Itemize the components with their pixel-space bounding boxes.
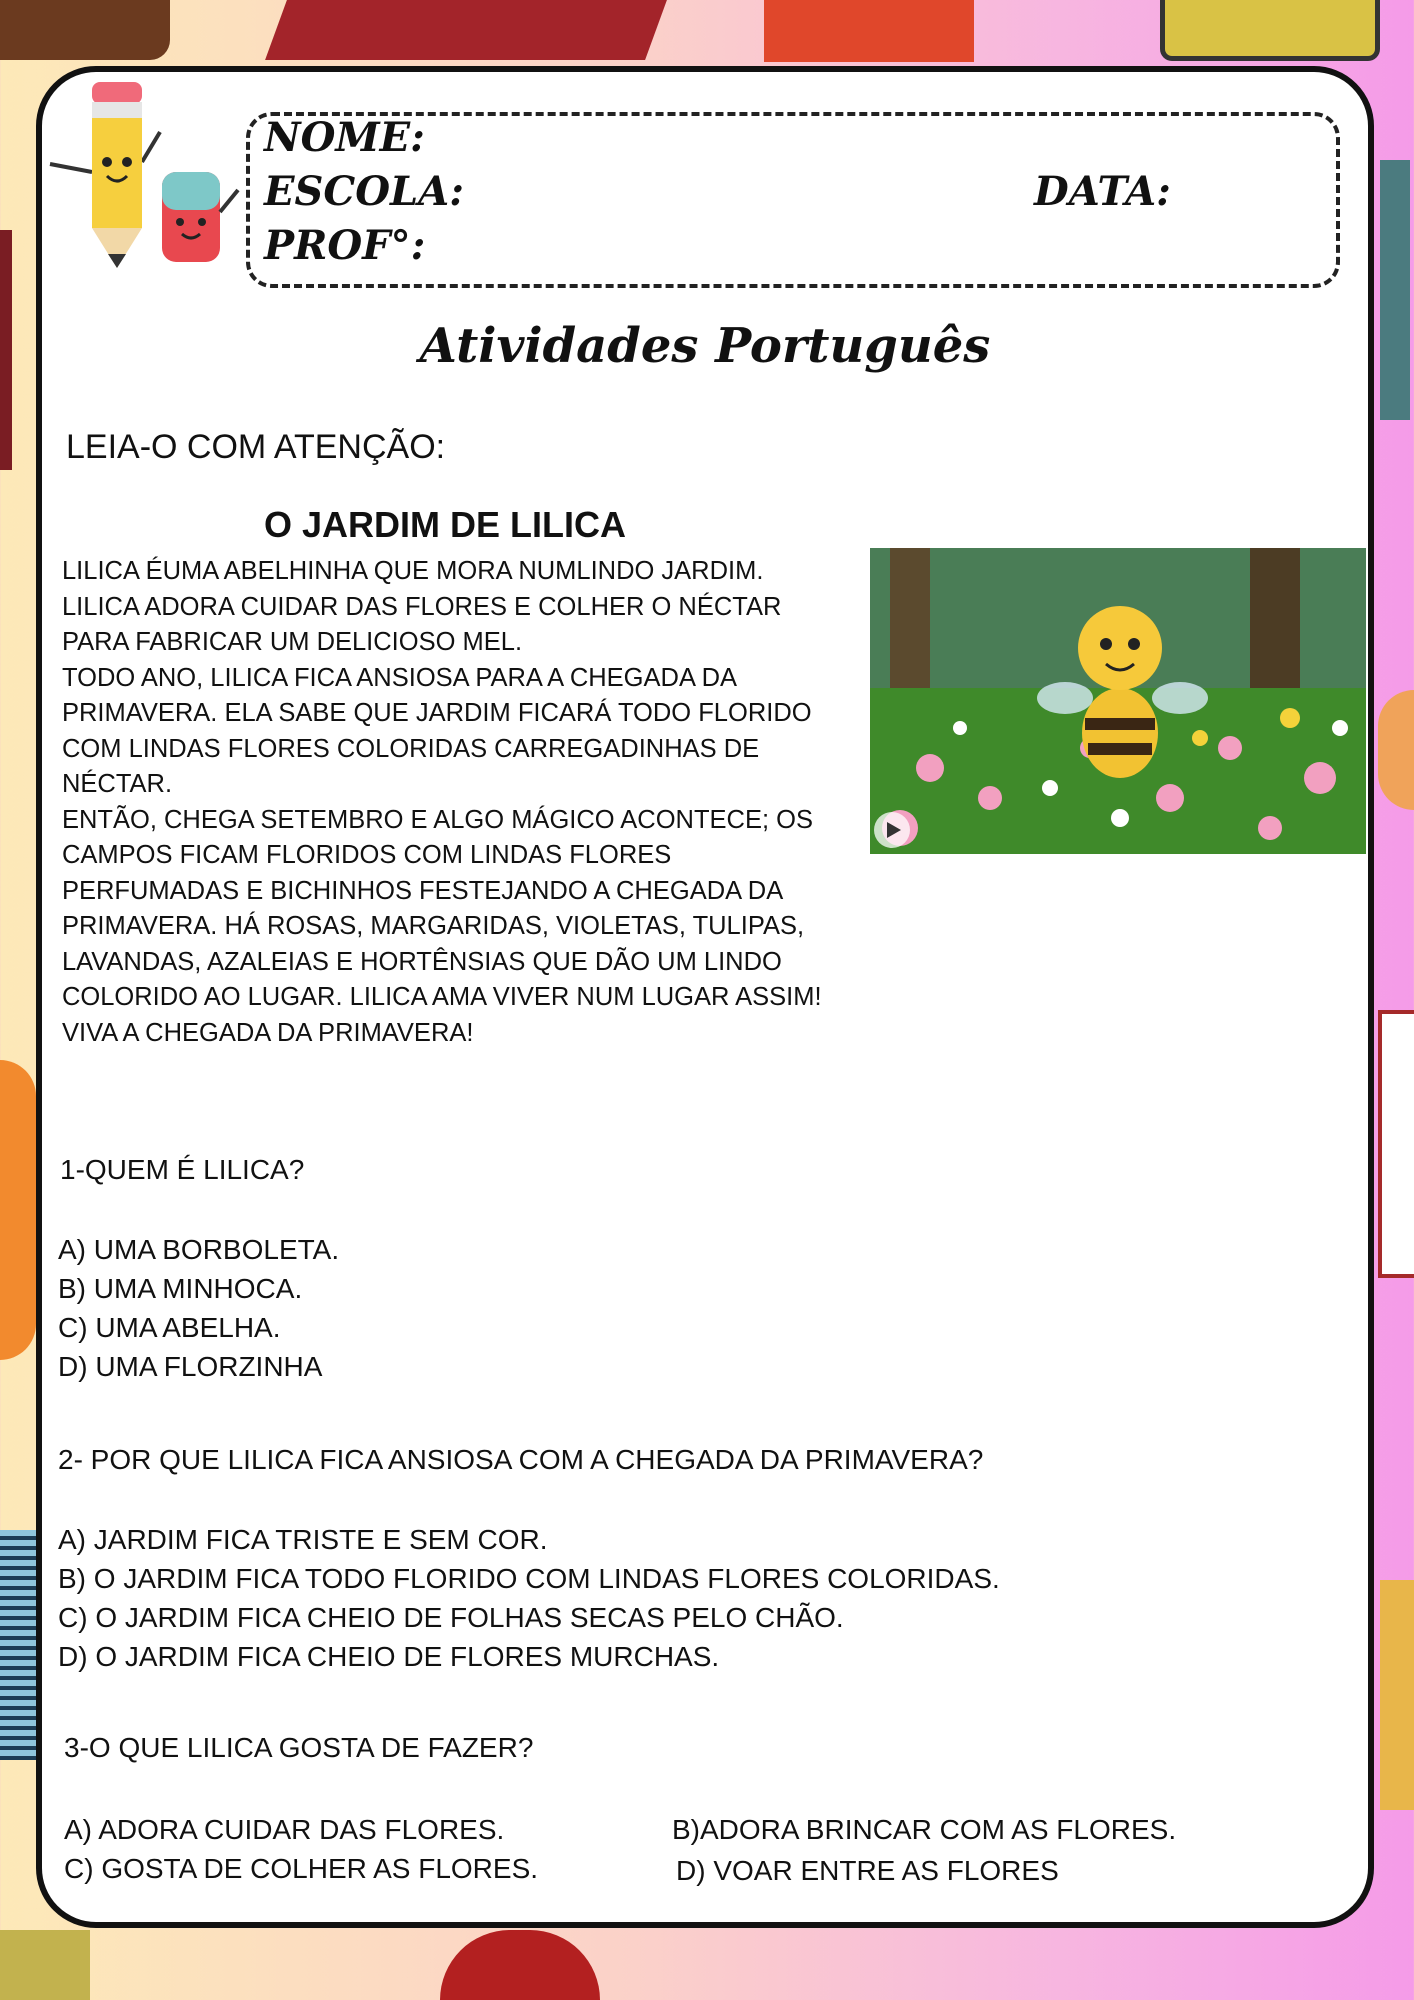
decor-book-top — [0, 0, 170, 60]
decor-right-palette — [1378, 690, 1414, 810]
answer-option[interactable]: A) UMA BORBOLETA. — [58, 1234, 340, 1265]
story-paragraph: LILICA ÉUMA ABELHINHA QUE MORA NUMLINDO JARDIM. LILICA ADORA CUIDAR DAS FLORES E COLHER O NÉCTAR PARA FABRICAR UM DELICIOSO MEL. — [62, 557, 782, 656]
answer-option[interactable]: D) VOAR ENTRE AS FLORES — [676, 1855, 1059, 1886]
question-2: 2- POR QUE LILICA FICA ANSIOSA COM A CHEGADA DA PRIMAVERA? — [58, 1444, 984, 1475]
question-1: 1-QUEM É LILICA? — [60, 1154, 305, 1185]
answer-option[interactable]: C) GOSTA DE COLHER AS FLORES. — [64, 1853, 539, 1884]
answer-option[interactable]: B) UMA MINHOCA. — [58, 1273, 303, 1304]
page-title: Atividades Português — [419, 318, 991, 374]
answer-option[interactable]: D) UMA FLORZINHA — [58, 1351, 323, 1382]
story-paragraph: TODO ANO, LILICA FICA ANSIOSA PARA A CHEGADA DA PRIMAVERA. ELA SABE QUE JARDIM FICARÁ TODO FLORIDO COM LINDAS FLORES COLORIDAS CARREGADINHAS DE NÉCTAR. — [62, 663, 812, 798]
decor-right-pen — [1380, 160, 1410, 420]
decor-right-ruler — [1380, 1580, 1414, 1810]
answer-option[interactable]: B) O JARDIM FICA TODO FLORIDO COM LINDAS FLORES COLORIDAS. — [58, 1563, 1000, 1594]
answer-option[interactable]: A) ADORA CUIDAR DAS FLORES. — [64, 1814, 505, 1845]
name-label: NOME: — [264, 114, 425, 161]
decor-book-orange — [764, 0, 974, 62]
bee-garden-illustration — [870, 548, 1366, 854]
decor-left-orange — [0, 1060, 36, 1360]
story-paragraph: VIVA A CHEGADA DA PRIMAVERA! — [62, 1018, 474, 1047]
decor-right-book — [1378, 1010, 1414, 1278]
pencil-eraser-mascot-icon — [42, 72, 242, 292]
worksheet-card — [36, 66, 1374, 1928]
decor-bottom-book — [0, 1930, 90, 2000]
decor-left-notebook — [0, 1530, 36, 1760]
answer-option[interactable]: B)ADORA BRINCAR COM AS FLORES. — [672, 1814, 1177, 1845]
story-text — [62, 554, 842, 1051]
answer-option[interactable]: D) O JARDIM FICA CHEIO DE FLORES MURCHAS. — [58, 1641, 720, 1672]
story-title: O JARDIM DE LILICA — [264, 504, 627, 545]
decor-left-book — [0, 230, 12, 470]
decor-bottom-red — [440, 1930, 600, 2000]
date-label: DATA: — [1034, 168, 1171, 215]
answer-option[interactable]: C) UMA ABELHA. — [58, 1312, 281, 1343]
play-icon[interactable] — [872, 810, 912, 850]
instruction-text: LEIA-O COM ATENÇÃO: — [66, 428, 446, 466]
decor-book-red — [265, 0, 667, 60]
answer-option[interactable]: A) JARDIM FICA TRISTE E SEM COR. — [58, 1524, 548, 1555]
school-label: ESCOLA: — [264, 168, 464, 215]
question-3: 3-O QUE LILICA GOSTA DE FAZER? — [64, 1732, 534, 1763]
decor-ruler — [1160, 0, 1380, 61]
story-paragraph: ENTÃO, CHEGA SETEMBRO E ALGO MÁGICO ACONTECE; OS CAMPOS FICAM FLORIDOS COM LINDAS FLORES PERFUMADAS E BICHINHOS FESTEJANDO A CHEGADA DA PRIMAVERA. HÁ ROSAS, MARGARIDAS, VIOLETAS, TULIPAS, LAVANDAS, AZALEIAS E HORTÊNSIAS QUE DÃO UM LINDO COLORIDO AO LUGAR. LILICA AMA VIVER NUM LUGAR ASSIM! — [62, 805, 822, 1011]
answer-option[interactable]: C) O JARDIM FICA CHEIO DE FOLHAS SECAS PELO CHÃO. — [58, 1602, 844, 1633]
teacher-label: PROF°: — [264, 222, 426, 269]
